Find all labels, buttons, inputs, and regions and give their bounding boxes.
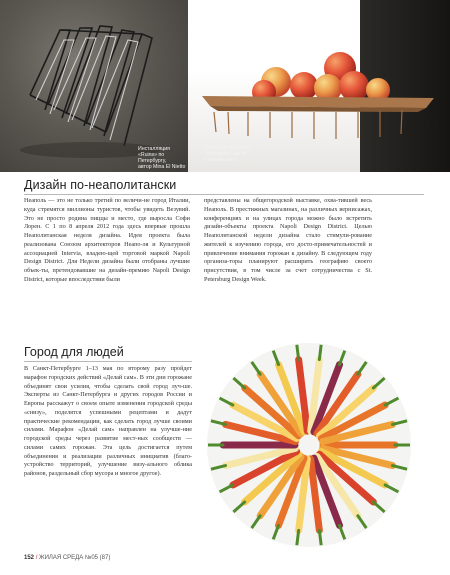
- section-heading-city: Город для людей: [24, 345, 124, 359]
- page-number: 152: [24, 555, 35, 561]
- section-heading-design: Дизайн по-неаполитански: [24, 178, 177, 192]
- page-footer: [24, 555, 110, 561]
- article-column-3: [24, 365, 192, 479]
- fruit-bowl-caption: Кухня для фруктов «Kompotti», автор Carlo Gerratio: [204, 145, 250, 163]
- installation-photo: [0, 0, 188, 172]
- article-column-1: [24, 197, 190, 285]
- article-column-2: [204, 197, 372, 285]
- article-text-2: представлены на общегородской выставке, охва-тившей весь Неаполь. В престижных магазинах, на различных вернисажах, конференциях и на улицах города можно было встретить дизайн-объекты проекта Napoli Design District. Целью Неаполитанской недели дизайна стало стимули-рование жителей к изучению города, его досто-примечательностей и привлечение внимания горожан к дизайну. В следующем году организа-торы планируют расширить географию своего присутствия, в том числе за счет сотрудничества с St. Petersburg Design Week.: [204, 197, 372, 283]
- footer-separator: /: [35, 555, 38, 561]
- article-text-3: В Санкт-Петербурге 1–13 мая по второму разу пройдет марафон городских действий «Делай сам». В эти дни горожане объединят свои усилия, чтобы сделать свой город луч-ше. Эксперты из Санкт-Петербурга и других городов России и Европы расскажут о своем опыте изменения городской среды «снизу», поделятся успешными рецептами и дадут практические рекомендации, как сделать город лучше своими силами. Марафон «Делай сам» направлен на улучше-ние городской среды через развитие мест-ных сообществ — силами самих горожан. Эта цель достигается путем объединения и реализации различных инициатив (благо-устройство территорий, улучшение визу-ального облика районов, раздельный сбор мусора и многое другое).: [24, 365, 192, 477]
- heading-divider: [24, 194, 424, 195]
- carrots-photo: [206, 342, 412, 548]
- magazine-issue: ЖИЛАЯ СРЕДА №05 (87): [39, 555, 111, 561]
- installation-caption: Инсталляция «Ruins» по Петербургу, автор Mina El Nietto: [138, 146, 186, 170]
- heading-divider-2: [24, 361, 192, 362]
- fruit-bowl-photo: [188, 0, 450, 172]
- article-text-1: Неаполь — это не только третий по величи-не город Италии, куда стремятся миллионы туристов, чтобы увидеть Везувий. Это не просто родина пиццы и место, где выросла Софи Лорен. С 1 по 8 апреля 2012 года здесь впервые прошла Неаполитанская неделя дизайна. Идея проекта была реализована Союзом архитекторов Неапо-ля и Культурной ассоциацией Intervia, владею-щей торговой маркой Napoli Design District. Для Недели дизайна были отобраны лучшие объек-ты, претендовавшие на дизайн-премию Napoli Design District, которые впоследствии были: [24, 197, 190, 283]
